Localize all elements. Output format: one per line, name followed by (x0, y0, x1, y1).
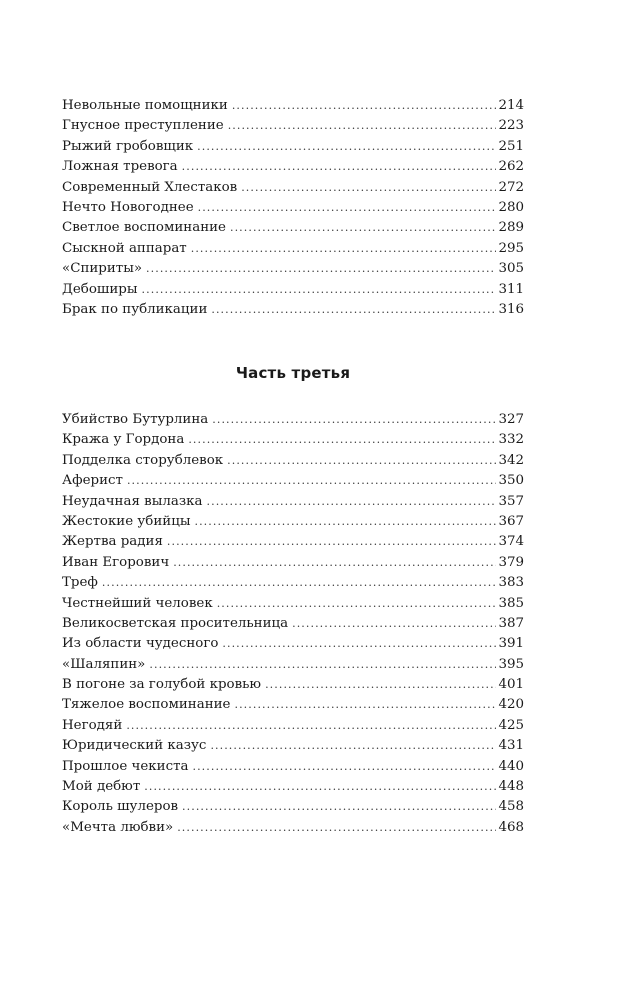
toc-leader-dots (149, 655, 496, 675)
toc-leader-dots (241, 178, 496, 198)
toc-entry-title: В погоне за голубой кровью (62, 677, 262, 693)
toc-entry (62, 492, 524, 512)
toc-entry (62, 239, 524, 259)
toc-entry-title: Светлое воспоминание (62, 220, 226, 236)
toc-entry-page-number: 272 (498, 179, 524, 195)
toc-leader-dots (167, 532, 497, 552)
toc-leader-dots (210, 736, 496, 756)
toc-entry-page-number: 223 (498, 118, 524, 134)
toc-leader-dots (188, 430, 496, 450)
toc-leader-dots (191, 239, 497, 259)
toc-entry-page-number: 350 (498, 473, 524, 489)
toc-leader-dots (211, 300, 496, 320)
toc-entry (62, 695, 524, 715)
toc-entry-title: Тяжелое воспоминание (62, 697, 231, 713)
toc-entry-title: Мой дебют (62, 779, 141, 795)
toc-entry (62, 471, 524, 491)
toc-entry-page-number: 420 (498, 697, 524, 713)
toc-entry-title: Жертва радия (62, 534, 163, 550)
toc-leader-dots (265, 675, 496, 695)
toc-list-previous-part (62, 96, 524, 320)
toc-entry-title: Честнейший человек (62, 595, 213, 611)
toc-leader-dots (127, 471, 496, 491)
toc-entry-page-number: 385 (498, 595, 524, 611)
toc-leader-dots (222, 634, 496, 654)
toc-leader-dots (230, 218, 496, 238)
toc-entry-title: «Спириты» (62, 261, 143, 277)
toc-entry-title: Неудачная вылазка (62, 493, 203, 509)
toc-leader-dots (292, 614, 496, 634)
toc-entry-title: Иван Егорович (62, 554, 170, 570)
toc-entry-title: Юридический казус (62, 738, 207, 754)
toc-entry (62, 300, 524, 320)
toc-entry-page-number: 262 (498, 159, 524, 175)
toc-entry-title: Сыскной аппарат (62, 240, 187, 256)
toc-entry (62, 512, 524, 532)
toc-entry-page-number: 251 (498, 138, 524, 154)
toc-entry-title: Жестокие убийцы (62, 513, 191, 529)
toc-entry-page-number: 387 (498, 615, 524, 631)
toc-leader-dots (182, 157, 497, 177)
toc-leader-dots (142, 280, 497, 300)
toc-leader-dots (177, 818, 496, 838)
toc-entry (62, 137, 524, 157)
toc-entry-title: «Шаляпин» (62, 656, 146, 672)
toc-entry-title: Невольные помощники (62, 98, 228, 113)
toc-entry (62, 410, 524, 430)
toc-entry-title: Треф (62, 575, 98, 591)
toc-leader-dots (212, 410, 496, 430)
toc-entry-title: Брак по публикации (62, 301, 208, 317)
toc-entry-page-number: 458 (498, 799, 524, 815)
toc-entry (62, 553, 524, 573)
toc-entry-page-number: 379 (498, 554, 524, 570)
toc-entry-title: Из области чудесного (62, 636, 219, 652)
toc-leader-dots (217, 594, 497, 614)
toc-entry-page-number: 280 (498, 199, 524, 215)
toc-leader-dots (228, 116, 497, 136)
toc-entry (62, 777, 524, 797)
toc-entry (62, 259, 524, 279)
toc-entry-page-number: 289 (498, 220, 524, 236)
toc-leader-dots (232, 96, 497, 116)
toc-leader-dots (182, 797, 496, 817)
toc-entry-title: Ложная тревога (62, 159, 178, 175)
toc-entry (62, 178, 524, 198)
toc-entry-page-number: 374 (498, 534, 524, 550)
toc-entry-title: Убийство Бутурлина (62, 412, 209, 427)
toc-entry-title: Аферист (62, 473, 123, 489)
toc-leader-dots (102, 573, 497, 593)
toc-entry-title: Король шулеров (62, 799, 179, 815)
toc-entry (62, 634, 524, 654)
toc-leader-dots (192, 757, 496, 777)
toc-entry-page-number: 391 (498, 636, 524, 652)
toc-entry (62, 614, 524, 634)
toc-entry-title: Подделка сторублевок (62, 452, 224, 468)
toc-entry (62, 655, 524, 675)
toc-entry-page-number: 357 (498, 493, 524, 509)
toc-leader-dots (227, 451, 496, 471)
toc-entry (62, 797, 524, 817)
toc-leader-dots (207, 492, 497, 512)
toc-entry-title: Гнусное преступление (62, 118, 224, 134)
toc-entry (62, 96, 524, 116)
toc-entry (62, 818, 524, 838)
toc-entry (62, 451, 524, 471)
toc-list-part-three (62, 410, 524, 838)
toc-entry-page-number: 440 (498, 758, 524, 774)
toc-entry-title: Рыжий гробовщик (62, 138, 194, 154)
toc-entry-page-number: 214 (498, 98, 524, 113)
toc-leader-dots (173, 553, 496, 573)
toc-entry (62, 675, 524, 695)
part-three-heading: Часть третья (235, 364, 351, 382)
toc-entry (62, 736, 524, 756)
toc-leader-dots (194, 512, 496, 532)
toc-entry-title: Негодяй (62, 717, 123, 733)
toc-entry-page-number: 401 (498, 677, 524, 693)
toc-entry-title: Дебоширы (62, 281, 138, 297)
toc-entry (62, 716, 524, 736)
toc-entry (62, 573, 524, 593)
toc-entry-title: Нечто Новогоднее (62, 199, 194, 215)
toc-entry-title: Великосветская просительница (62, 615, 289, 631)
toc-entry-page-number: 395 (498, 656, 524, 672)
toc-entry-page-number: 342 (498, 452, 524, 468)
toc-leader-dots (146, 259, 496, 279)
toc-entry (62, 594, 524, 614)
toc-entry-page-number: 327 (498, 412, 524, 427)
toc-entry-page-number: 332 (498, 432, 524, 448)
toc-entry (62, 198, 524, 218)
toc-leader-dots (144, 777, 496, 797)
toc-entry-title: Современный Хлестаков (62, 179, 238, 195)
toc-entry-page-number: 367 (498, 513, 524, 529)
toc-entry-page-number: 311 (498, 281, 524, 297)
toc-entry (62, 430, 524, 450)
toc-leader-dots (197, 137, 496, 157)
toc-entry-title: «Мечта любви» (62, 819, 174, 835)
toc-entry (62, 116, 524, 136)
toc-entry-page-number: 425 (498, 717, 524, 733)
toc-entry (62, 532, 524, 552)
toc-leader-dots (126, 716, 496, 736)
toc-entry-page-number: 316 (498, 301, 524, 317)
toc-entry-page-number: 431 (498, 738, 524, 754)
toc-entry-page-number: 295 (498, 240, 524, 256)
toc-entry (62, 280, 524, 300)
toc-entry-page-number: 383 (498, 575, 524, 591)
toc-entry (62, 218, 524, 238)
toc-entry-title: Кража у Гордона (62, 432, 185, 448)
toc-entry (62, 157, 524, 177)
toc-entry-page-number: 448 (498, 779, 524, 795)
toc-leader-dots (234, 695, 496, 715)
toc-entry-title: Прошлое чекиста (62, 758, 189, 774)
toc-leader-dots (198, 198, 497, 218)
toc-entry-page-number: 305 (498, 261, 524, 277)
toc-entry-page-number: 468 (498, 819, 524, 835)
toc-entry (62, 757, 524, 777)
